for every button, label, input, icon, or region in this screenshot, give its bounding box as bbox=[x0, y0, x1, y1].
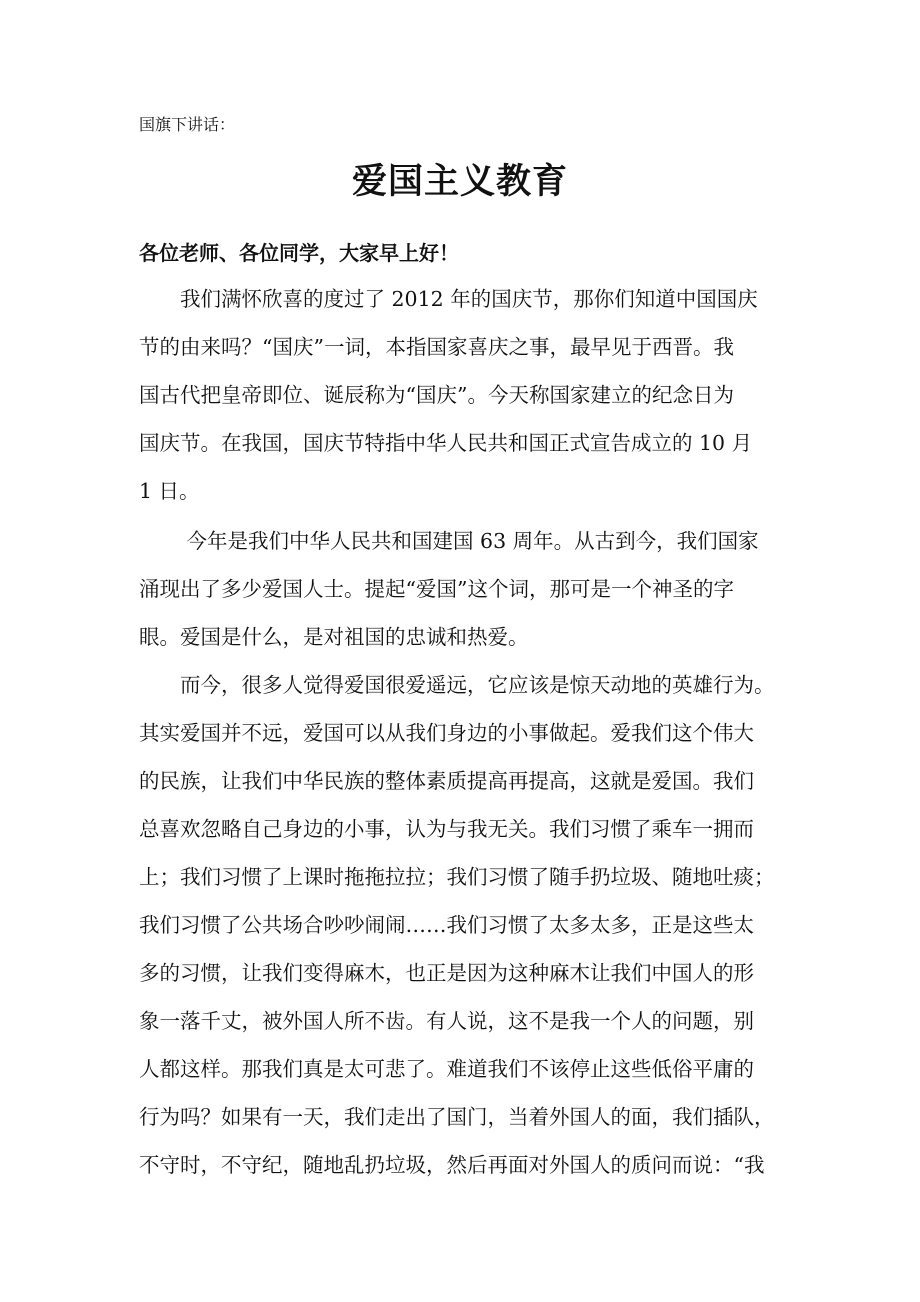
speech-label: 国旗下讲话： bbox=[139, 115, 236, 134]
body-line: 国庆节。在我国，国庆节特指中华人民共和国正式宣告成立的 10 月 bbox=[139, 431, 753, 455]
body-line: 不守时，不守纪，随地乱扔垃圾，然后再面对外国人的质问而说：“我 bbox=[139, 1153, 765, 1177]
body-line: 人都这样。那我们真是太可悲了。难道我们不该停止这些低俗平庸的 bbox=[139, 1057, 754, 1081]
body-line: 涌现出了多少爱国人士。提起“爱国”这个词，那可是一个神圣的字 bbox=[139, 577, 734, 601]
body-line: 我们习惯了公共场合吵吵闹闹……我们习惯了太多太多，正是这些太 bbox=[139, 913, 754, 937]
body-line: 总喜欢忽略自己身边的小事，认为与我无关。我们习惯了乘车一拥而 bbox=[139, 817, 754, 841]
body-line: 行为吗？如果有一天，我们走出了国门，当着外国人的面，我们插队， bbox=[139, 1105, 775, 1129]
body-line: 眼。爱国是什么，是对祖国的忠诚和热爱。 bbox=[139, 625, 529, 649]
body-line: 而今，很多人觉得爱国很爱遥远，它应该是惊天动地的英雄行为。 bbox=[139, 673, 775, 697]
body-line: 其实爱国并不远，爱国可以从我们身边的小事做起。爱我们这个伟大 bbox=[139, 721, 754, 745]
body-line: 今年是我们中华人民共和国建国 63 周年。从古到今，我们国家 bbox=[139, 529, 759, 553]
document-title: 爱国主义教育 bbox=[351, 161, 568, 202]
body-line: 1 日。 bbox=[139, 479, 200, 503]
body-line: 多的习惯，让我们变得麻木，也正是因为这种麻木让我们中国人的形 bbox=[139, 961, 754, 985]
body-line: 我们满怀欣喜的度过了 2012 年的国庆节，那你们知道中国国庆 bbox=[139, 287, 758, 311]
body-line: 象一落千丈，被外国人所不齿。有人说，这不是我一个人的问题，别 bbox=[139, 1009, 754, 1033]
body-line: 国古代把皇帝即位、诞辰称为“国庆”。今天称国家建立的纪念日为 bbox=[139, 383, 734, 407]
body-line: 上；我们习惯了上课时拖拖拉拉；我们习惯了随手扔垃圾、随地吐痰； bbox=[139, 865, 775, 889]
body-line: 的民族，让我们中华民族的整体素质提高再提高，这就是爱国。我们 bbox=[139, 769, 754, 793]
body-line: 节的由来吗？“国庆”一词，本指国家喜庆之事，最早见于西晋。我 bbox=[139, 335, 734, 359]
greeting: 各位老师、各位同学，大家早上好！ bbox=[139, 241, 459, 265]
